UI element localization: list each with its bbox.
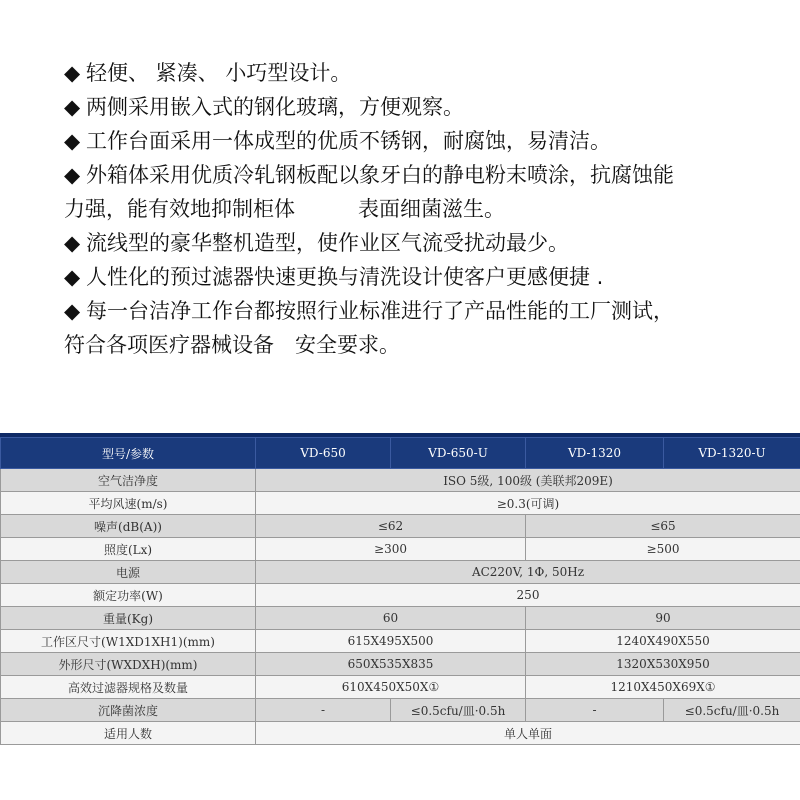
feature-item (64, 56, 764, 90)
table-row (1, 630, 800, 653)
row-value: 610X450X50X① (256, 676, 526, 699)
table-row (1, 584, 800, 607)
row-value: ≥300 (256, 538, 526, 561)
spec-table (0, 437, 800, 745)
header-vd-1320: VD-1320 (526, 438, 664, 469)
diamond-bullet-icon: ◆ (64, 265, 81, 289)
table-row (1, 515, 800, 538)
feature-text: 流线型的豪华整机造型，使作业区气流受扰动最少。 (86, 231, 569, 255)
header-vd-650: VD-650 (256, 438, 391, 469)
row-label: 工作区尺寸(W1XD1XH1)(mm) (1, 630, 256, 653)
header-vd-650-u: VD-650-U (391, 438, 526, 469)
row-value: 650X535X835 (256, 653, 526, 676)
feature-text: 力强，能有效地抑制柜体 表面细菌滋生。 (64, 197, 505, 221)
header-vd-1320-u: VD-1320-U (664, 438, 800, 469)
row-value: - (526, 699, 664, 722)
row-value: ≤0.5cfu/皿·0.5h (391, 699, 526, 722)
feature-item (64, 226, 764, 260)
row-label: 沉降菌浓度 (1, 699, 256, 722)
row-label: 外形尺寸(WXDXH)(mm) (1, 653, 256, 676)
diamond-bullet-icon: ◆ (64, 61, 81, 85)
row-value: 1210X450X69X① (526, 676, 800, 699)
diamond-bullet-icon: ◆ (64, 231, 81, 255)
row-value: ≥0.3(可调) (256, 492, 800, 515)
feature-item (64, 124, 764, 158)
row-label: 高效过滤器规格及数量 (1, 676, 256, 699)
feature-text: 轻便、 紧凑、 小巧型设计。 (86, 61, 352, 85)
row-value: 615X495X500 (256, 630, 526, 653)
row-value: AC220V, 1Φ, 50Hz (256, 561, 800, 584)
row-label: 空气洁净度 (1, 469, 256, 492)
table-row (1, 561, 800, 584)
table-row (1, 676, 800, 699)
row-value: 250 (256, 584, 800, 607)
diamond-bullet-icon: ◆ (64, 129, 81, 153)
feature-text: 人性化的预过滤器快速更换与清洗设计使客户更感便捷 . (86, 265, 604, 289)
feature-item (64, 158, 764, 226)
diamond-bullet-icon: ◆ (64, 299, 81, 323)
row-label: 噪声(dB(A)) (1, 515, 256, 538)
table-row (1, 722, 800, 745)
table-header-row (1, 438, 800, 469)
row-value: 1320X530X950 (526, 653, 800, 676)
row-label: 照度(Lx) (1, 538, 256, 561)
feature-text: 工作台面采用一体成型的优质不锈钢，耐腐蚀，易清洁。 (86, 129, 611, 153)
row-value: 1240X490X550 (526, 630, 800, 653)
feature-text: 符合各项医疗器械设备 安全要求。 (64, 333, 400, 357)
feature-item (64, 90, 764, 124)
row-value: ≤65 (526, 515, 800, 538)
table-row (1, 538, 800, 561)
row-value: 60 (256, 607, 526, 630)
feature-item (64, 294, 764, 362)
row-label: 平均风速(m/s) (1, 492, 256, 515)
table-row (1, 653, 800, 676)
row-value: ≤0.5cfu/皿·0.5h (664, 699, 800, 722)
row-value: 单人单面 (256, 722, 800, 745)
row-value: ≤62 (256, 515, 526, 538)
row-label: 电源 (1, 561, 256, 584)
row-value: ISO 5级, 100级 (美联邦209E) (256, 469, 800, 492)
diamond-bullet-icon: ◆ (64, 95, 81, 119)
row-label: 重量(Kg) (1, 607, 256, 630)
feature-list (64, 56, 764, 362)
diamond-bullet-icon: ◆ (64, 163, 81, 187)
feature-text: 两侧采用嵌入式的钢化玻璃，方便观察。 (86, 95, 464, 119)
table-row (1, 469, 800, 492)
table-row (1, 607, 800, 630)
row-value: 90 (526, 607, 800, 630)
row-label: 适用人数 (1, 722, 256, 745)
table-row (1, 699, 800, 722)
row-value: ≥500 (526, 538, 800, 561)
row-label: 额定功率(W) (1, 584, 256, 607)
row-value: - (256, 699, 391, 722)
feature-text: 外箱体采用优质冷轧钢板配以象牙白的静电粉末喷涂，抗腐蚀能 (86, 163, 674, 187)
feature-item (64, 260, 764, 294)
feature-text: 每一台洁净工作台都按照行业标准进行了产品性能的工厂测试， (86, 299, 674, 323)
header-param: 型号/参数 (1, 438, 256, 469)
table-row (1, 492, 800, 515)
